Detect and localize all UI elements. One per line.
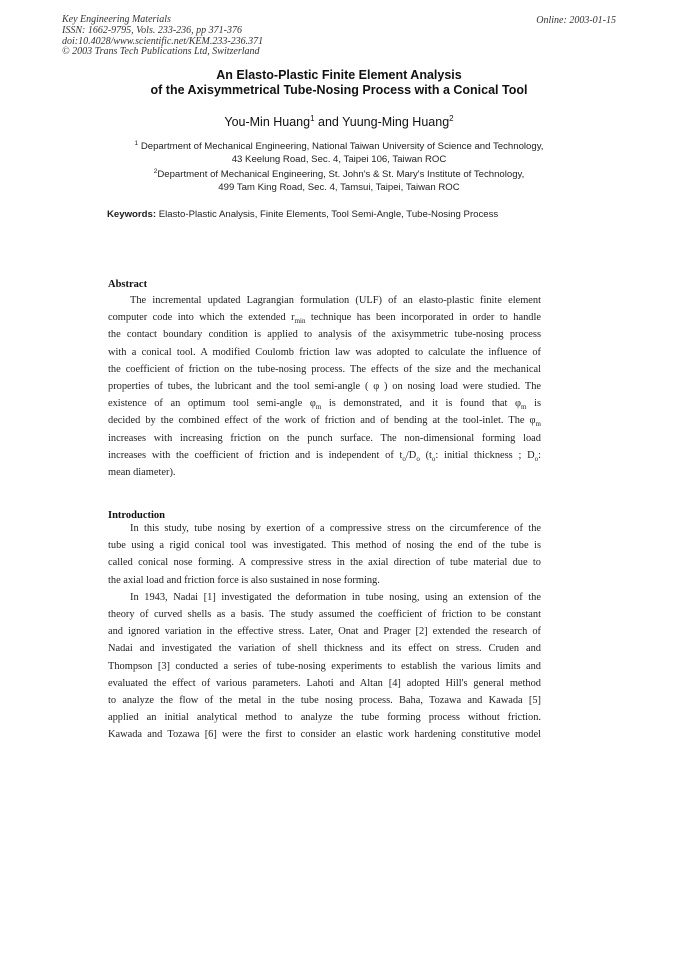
abstract-line: computer code into which the extended $r_{min}$ technique has been incorporated in order to handle [108, 312, 541, 326]
author-2: Yuung-Ming Huang [342, 115, 450, 130]
intro-line: Nadai and investigated the variation of shell thickness and its effect on stress. Cruden and [108, 643, 541, 655]
abstract-line: increases with increasing friction on the punch surface. The non-dimensional forming load [108, 432, 541, 444]
abstract-line: existence of an optimum tool semi-angle $\varphi_m$ is demonstrated, and it is found that $\varphi_m$ is [108, 398, 541, 412]
abstract-line: with a conical tool. A modified Coulomb friction law was adopted to calculate the influence of [108, 346, 541, 358]
intro-line: In this study, tube nosing by exertion of a compressive stress on the circumference of the [130, 523, 541, 534]
abstract-line: The incremental updated Lagrangian formulation (ULF) of an elasto-plastic finite element [130, 295, 541, 306]
keywords [107, 209, 498, 220]
copyright-line: © 2003 Trans Tech Publications Ltd, Switzerland [62, 46, 260, 58]
online-date: Online: 2003-01-15 [536, 15, 616, 26]
intro-line: Thompson [3] conducted a series of tube-nosing experiments to establish the various limits and [108, 660, 541, 672]
author-1: You-Min Huang [224, 115, 311, 130]
keywords-label: Keywords: [107, 209, 157, 220]
author-2-affil-mark: 2 [449, 114, 454, 123]
author-conjunction: and [314, 115, 343, 130]
intro-line: Kawada and Tozawa [6] were the first to consider an elastic work hardening constitutive model [108, 729, 541, 741]
intro-line: the axial load and friction force is also sustained in nose forming. [108, 574, 380, 586]
paper-title [60, 68, 618, 98]
journal-header [62, 15, 263, 58]
keywords-text: Elasto-Plastic Analysis, Finite Elements, Tool Semi-Angle, Tube-Nosing Process [158, 209, 499, 220]
author-list [60, 114, 618, 129]
affiliation-1-line-2: 43 Keelung Road, Sec. 4, Taipei 106, Taiwan ROC [231, 153, 447, 165]
affiliation-2-line-2: 499 Tam King Road, Sec. 4, Tamsui, Taipei, Taiwan ROC [218, 181, 460, 193]
journal-name: Key Engineering Materials [62, 14, 171, 25]
affiliation-2-mark: 2 [153, 168, 158, 175]
affiliation-2 [60, 166, 618, 194]
abstract-line: properties of tubes, the lubricant and the tool semi-angle ( φ ) on nosing load were studied. The [108, 380, 541, 392]
abstract-line: decided by the combined effect of the work of friction and of bending at the tool-inlet. The $\varphi_m$ [108, 415, 541, 429]
intro-line: theory of curved shells as a basis. The study assumed the coefficient of friction to be constant [108, 608, 541, 620]
intro-line: In 1943, Nadai [1] investigated the deformation in tube nosing, using an extension of the [130, 591, 541, 603]
doi-line: doi:10.4028/www.scientific.net/KEM.233-236.371 [62, 35, 264, 47]
abstract-line: mean diameter). [108, 466, 176, 478]
intro-line: called conical nose forming. A compressive stress in the axial direction of tube material due to [108, 557, 541, 569]
introduction-body [108, 520, 541, 743]
abstract-line: the contact boundary condition is applied to analysis of the axisymmetric tube-nosing process [108, 329, 541, 341]
abstract-line: the coefficient of friction on the tube-nosing process. The effects of the size and the mechanical [108, 363, 541, 375]
introduction-heading: Introduction [108, 510, 165, 521]
abstract-line: increases with the coefficient of friction and is independent of $t_o/D_o$ ($t_o$: initial thickness ; $D_o$: [108, 449, 541, 463]
author-1-affil-mark: 1 [310, 114, 315, 123]
intro-line: tube using a rigid conical tool was investigated. This method of nosing the end of the tube is [108, 540, 541, 552]
title-line-1: An Elasto-Plastic Finite Element Analysis [216, 68, 462, 82]
affiliation-2-line-1: Department of Mechanical Engineering, St. John's & St. Mary's Institute of Technology, [157, 169, 525, 181]
issn-line: ISSN: 1662-9795, Vols. 233-236, pp 371-376 [62, 24, 242, 36]
intro-line: to analyze the flow of the metal in the tube nosing process. Baha, Tozawa and Kawada [5] [108, 694, 541, 706]
abstract-heading: Abstract [108, 279, 148, 290]
title-line-2: of the Axisymmetrical Tube-Nosing Process with a Conical Tool [150, 83, 528, 97]
affiliation-1-mark: 1 [134, 140, 139, 147]
affiliation-1 [60, 138, 618, 166]
intro-line: and ignored variation in the effective stress. Later, Onat and Prager [2] extended the research of [108, 626, 541, 638]
intro-line: applied an initial analytical method to analyze the tube forming process without friction. [108, 712, 541, 724]
intro-line: evaluated the effect of various parameters. Lahoti and Altan [4] adopted Hill's general method [108, 677, 541, 689]
abstract-body [108, 292, 541, 481]
affiliation-1-line-1: Department of Mechanical Engineering, National Taiwan University of Science and Technology, [140, 141, 544, 153]
